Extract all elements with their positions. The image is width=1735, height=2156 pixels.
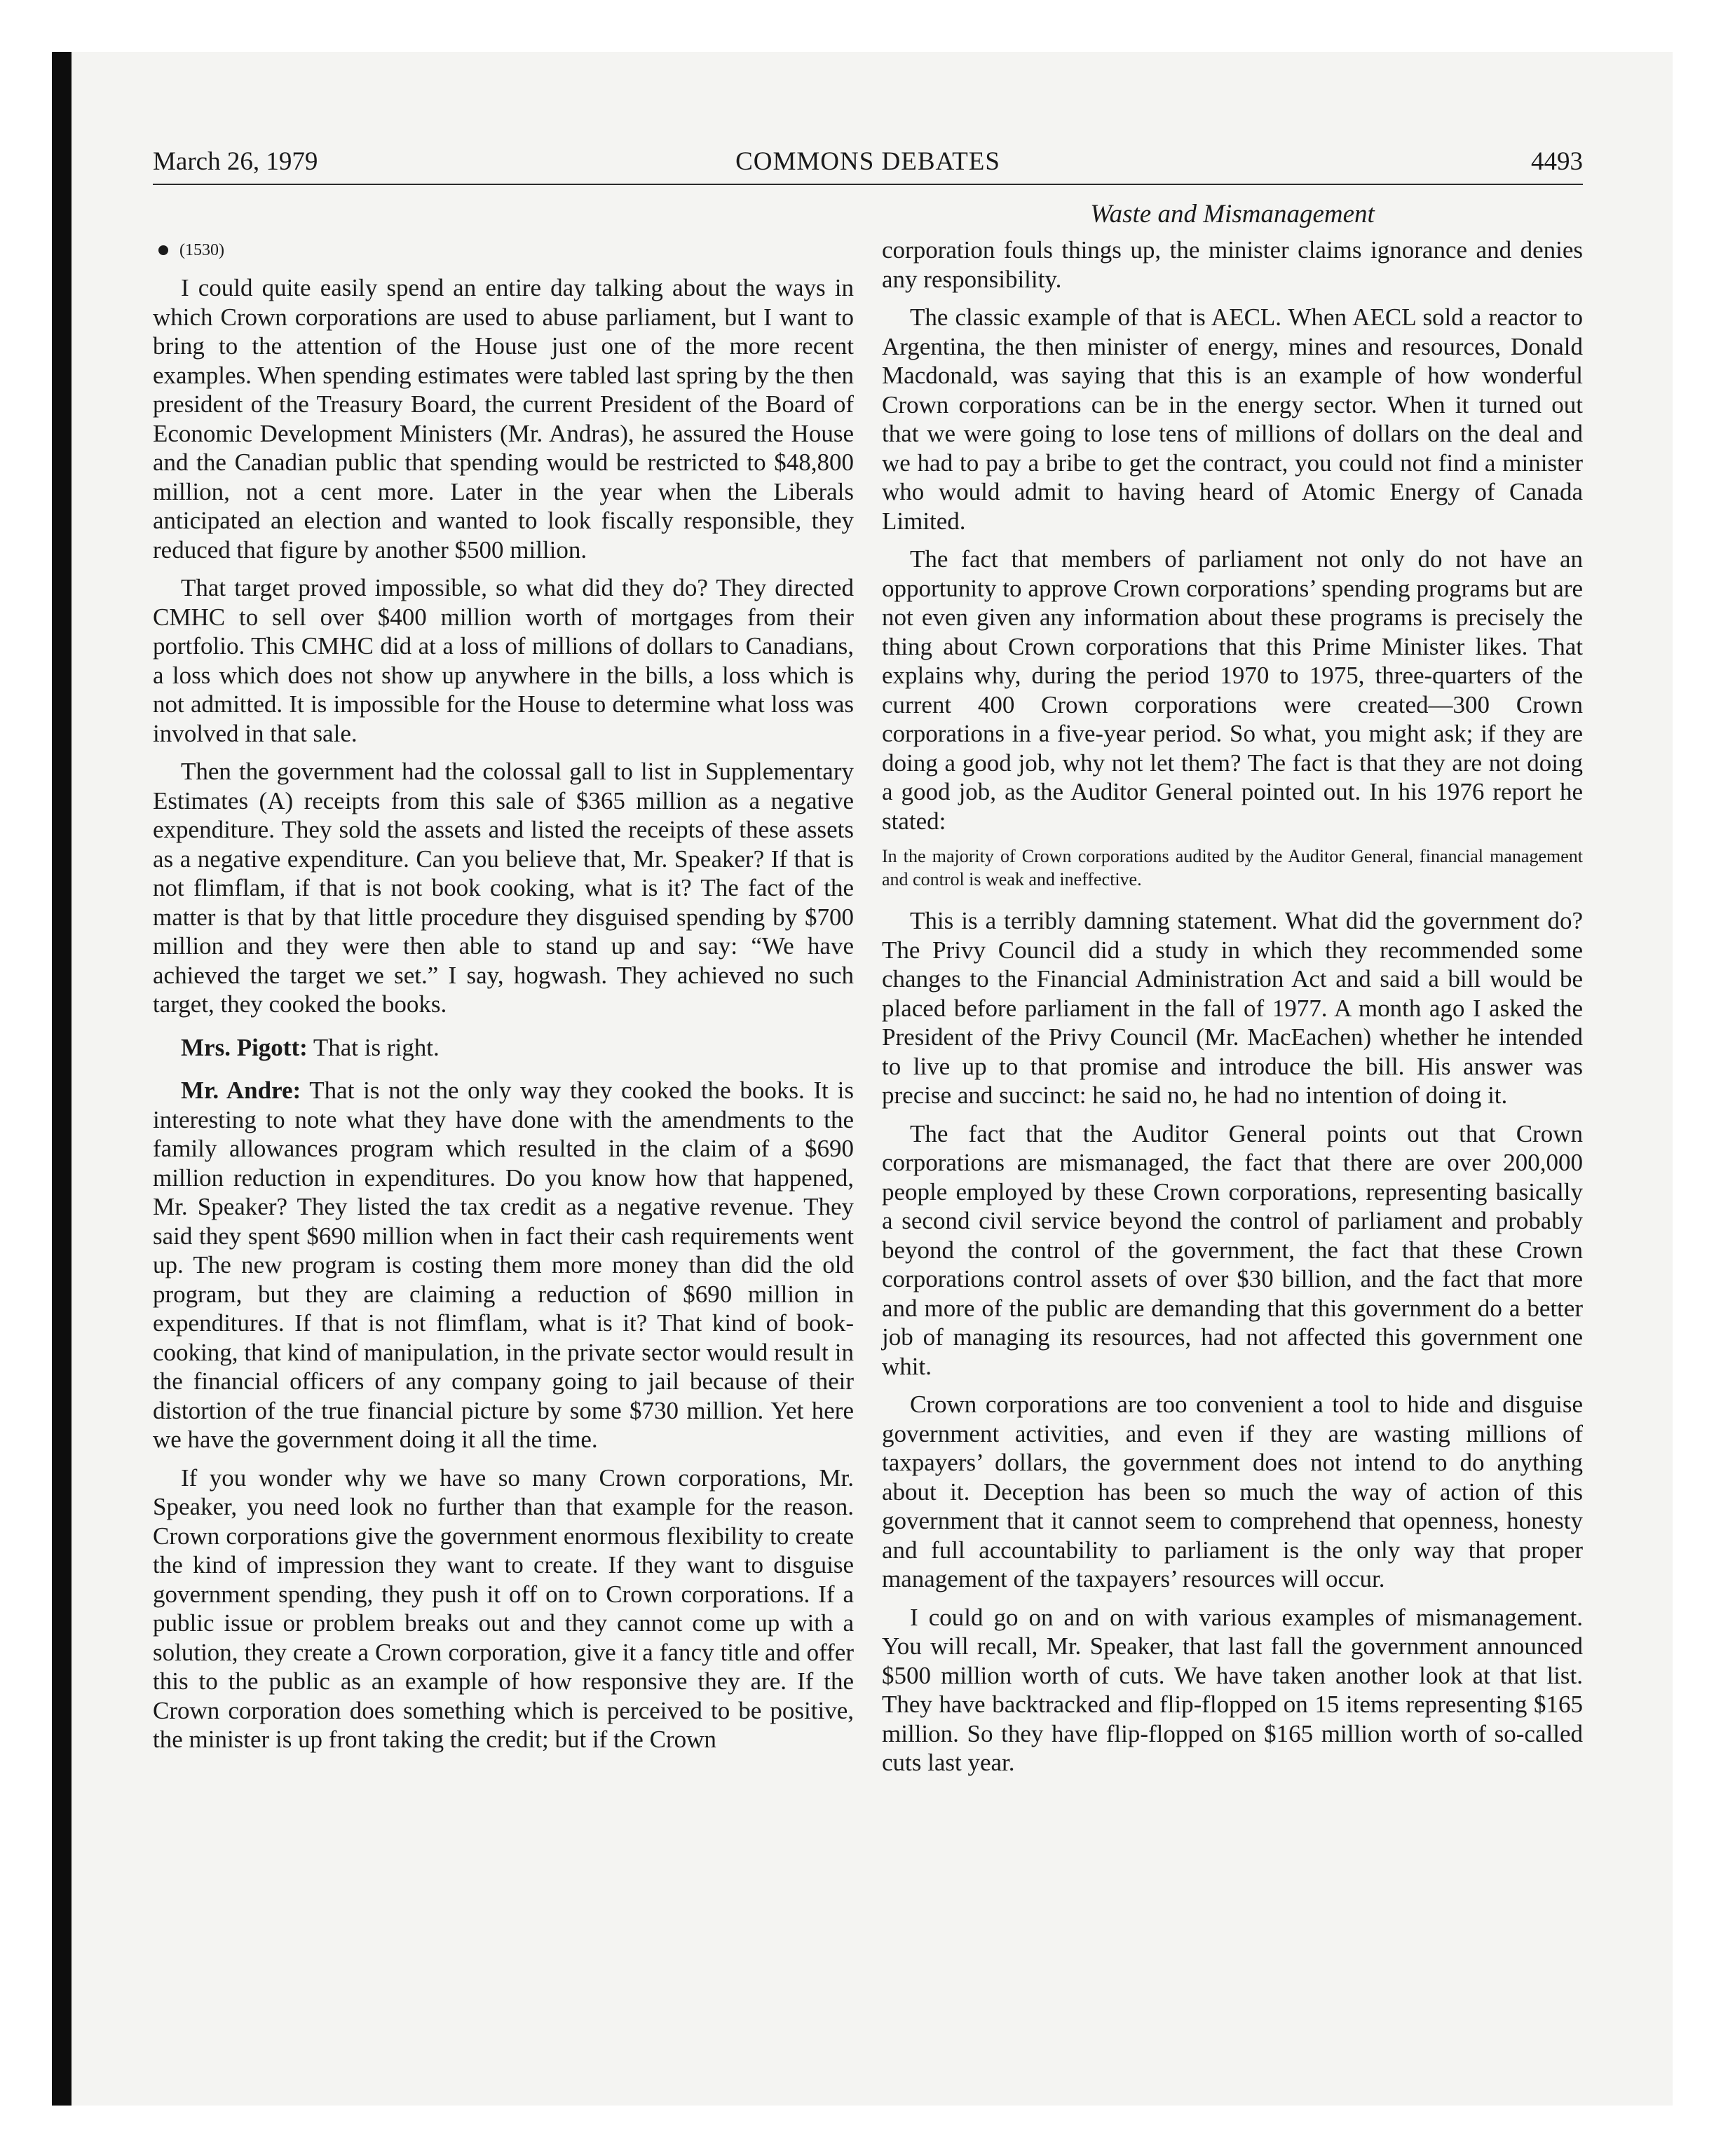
scan-binding-edge [52,52,72,2106]
paragraph: Then the government had the colossal gall to list in Supplementary Estimates (A) receipts from this sale of $365 million as a negative expenditure. They sold the assets and listed the receipts of these assets as a negative expenditure. Can you believe that, Mr. Speaker? If that is not flimflam, if that is not book cooking, what is it? The fact of the matter is that by that little procedure they disguised spending by $700 million and they were then able to stand up and say: “We have achieved the target we set.” I say, hogwash. They achieved no such target, they cooked the books. [153,758,854,1018]
paragraph: I could quite easily spend an entire day talking about the ways in which Crown corporations are used to abuse parliament, but I want to bring to the attention of the House just one of the more recent examples. When spending estimates were tabled last spring by the then president of the Treasury Board, the current President of the Board of Economic Development Ministers (Mr. Andras), he assured the House and the Canadian public that spending would be restricted to $48,800 million, not a cent more. Later in the year when the Liberals anticipated an election and wanted to look fiscally responsible, they reduced that figure by another $500 million. [153,274,854,564]
paragraph: I could go on and on with various examples of mismanagement. You will recall, Mr. Speaker, that last fall the government announced $500 million worth of cuts. We have taken another look at that list. They have backtracked and flip-flopped on 15 items representing $165 million. So they have flip-flopped on $165 million worth of so-called cuts last year. [882,1603,1583,1776]
paragraph: If you wonder why we have so many Crown corporations, Mr. Speaker, you need look no further than that example for the reason. Crown corporations give the government enormous flexibility to create the kind of impression they want to create. If they want to disguise government spending, they push it off on to Crown corporations. If a public issue or problem breaks out and they cannot come up with a solution, they create a Crown corporation, give it a fancy title and offer this to the public as an example of how responsive they are. If the Crown corporation does something which is perceived to be positive, the minister is up front taking the credit; but if the Crown [153,1464,854,1753]
section-title: Waste and Mismanagement [1090,200,1375,228]
paragraph: This is a terribly damning statement. What did the government do? The Privy Council did a study in which they recommended some changes to the Financial Administration Act and said a bill would be placed before parliament in the fall of 1977. A month ago I asked the President of the Privy Council (Mr. MacEachen) whether he intended to live up to that promise and introduce the bill. His answer was precise and succinct: he said no, he had no intention of doing it. [882,907,1583,1109]
speech-text: That is not the only way they cooked the books. It is interesting to note what they have done with the amendments to the family allowances program which resulted in the claim of a $690 million reduction in expenditures. Do you know how that happened, Mr. Speaker? They listed the tax credit as a negative revenue. They said they spent $690 million when in fact their cash requirements went up. The new program is costing them more money than did the old program, but they are claiming a reduction of $690 million in expenditures. If that is not flimflam, what is it? That kind of book-cooking, that kind of manipulation, in the private sector would result in the financial officers of any company going to jail because of their distortion of the true financial picture by some $730 million. Yet here we have the government doing it all the time. [153,1077,854,1453]
header-date: March 26, 1979 [153,147,318,176]
timestamp-text: (1530) [179,241,224,259]
timestamp-marker [153,240,854,261]
paragraph: Crown corporations are too convenient a tool to hide and disguise government activities, and even if they are wasting millions of taxpayers’ dollars, the government does not intend to do anything about it. Deception has been so much the way of action of this government that it cannot seem to comprehend that openness, honesty and full accountability to parliament is the only way that proper management of the taxpayers’ resources will occur. [882,1391,1583,1592]
paragraph: The fact that members of parliament not only do not have an opportunity to approve Crown corporations’ spending programs but are not even given any information about these programs is precisely the thing about Crown corporations that this Prime Minister likes. That explains why, during the period 1970 to 1975, three-quarters of the current 400 Crown corporations were created—300 Crown corporations in a five-year period. So what, you might ask; if they are doing a good job, why not let them? The fact is that they are not doing a good job, as the Auditor General pointed out. In his 1976 report he stated: [882,545,1583,835]
speech-paragraph [153,1076,854,1454]
header-page-number: 4493 [1531,147,1583,176]
running-head [153,144,1583,185]
speaker-name: Mr. Andre: [181,1077,301,1104]
right-column [882,199,1583,1909]
paragraph: corporation fouls things up, the minister claims ignorance and denies any responsibility. [882,236,1583,293]
left-column [153,199,854,1909]
bullet-icon [158,245,168,255]
speech-text: That is right. [307,1033,440,1061]
block-quote: In the majority of Crown corporations audited by the Auditor General, financial management and control is weak and ineffective. [882,846,1583,889]
header-publication: COMMONS DEBATES [735,147,1000,176]
paragraph: The fact that the Auditor General points out that Crown corporations are mismanaged, the fact that there are over 200,000 people employed by these Crown corporations, representing basically a second civil service beyond the control of parliament and probably beyond the control of the government, the fact that these Crown corporations control assets of over $30 billion, and the fact that more and more of the public are demanding that this government do a better job of managing its resources, had not affected this government one whit. [882,1119,1583,1380]
speech-paragraph [153,1033,854,1063]
paragraph: The classic example of that is AECL. When AECL sold a reactor to Argentina, the then minister of energy, mines and resources, Donald Macdonald, was saying that this is an example of how wonderful Crown corporations can be in the energy sector. When it turned out that we were going to lose tens of millions of dollars on the deal and we had to pay a bribe to get the contract, you could not find a minister who would admit to having heard of Atomic Energy of Canada Limited. [882,303,1583,535]
speaker-name: Mrs. Pigott: [181,1033,308,1061]
paragraph: That target proved impossible, so what did they do? They directed CMHC to sell over $400 million worth of mortgages from their portfolio. This CMHC did at a loss of millions of dollars to Canadians, a loss which does not show up anywhere in the bills, a loss which is not admitted. It is impossible for the House to determine what loss was involved in that sale. [153,574,854,747]
